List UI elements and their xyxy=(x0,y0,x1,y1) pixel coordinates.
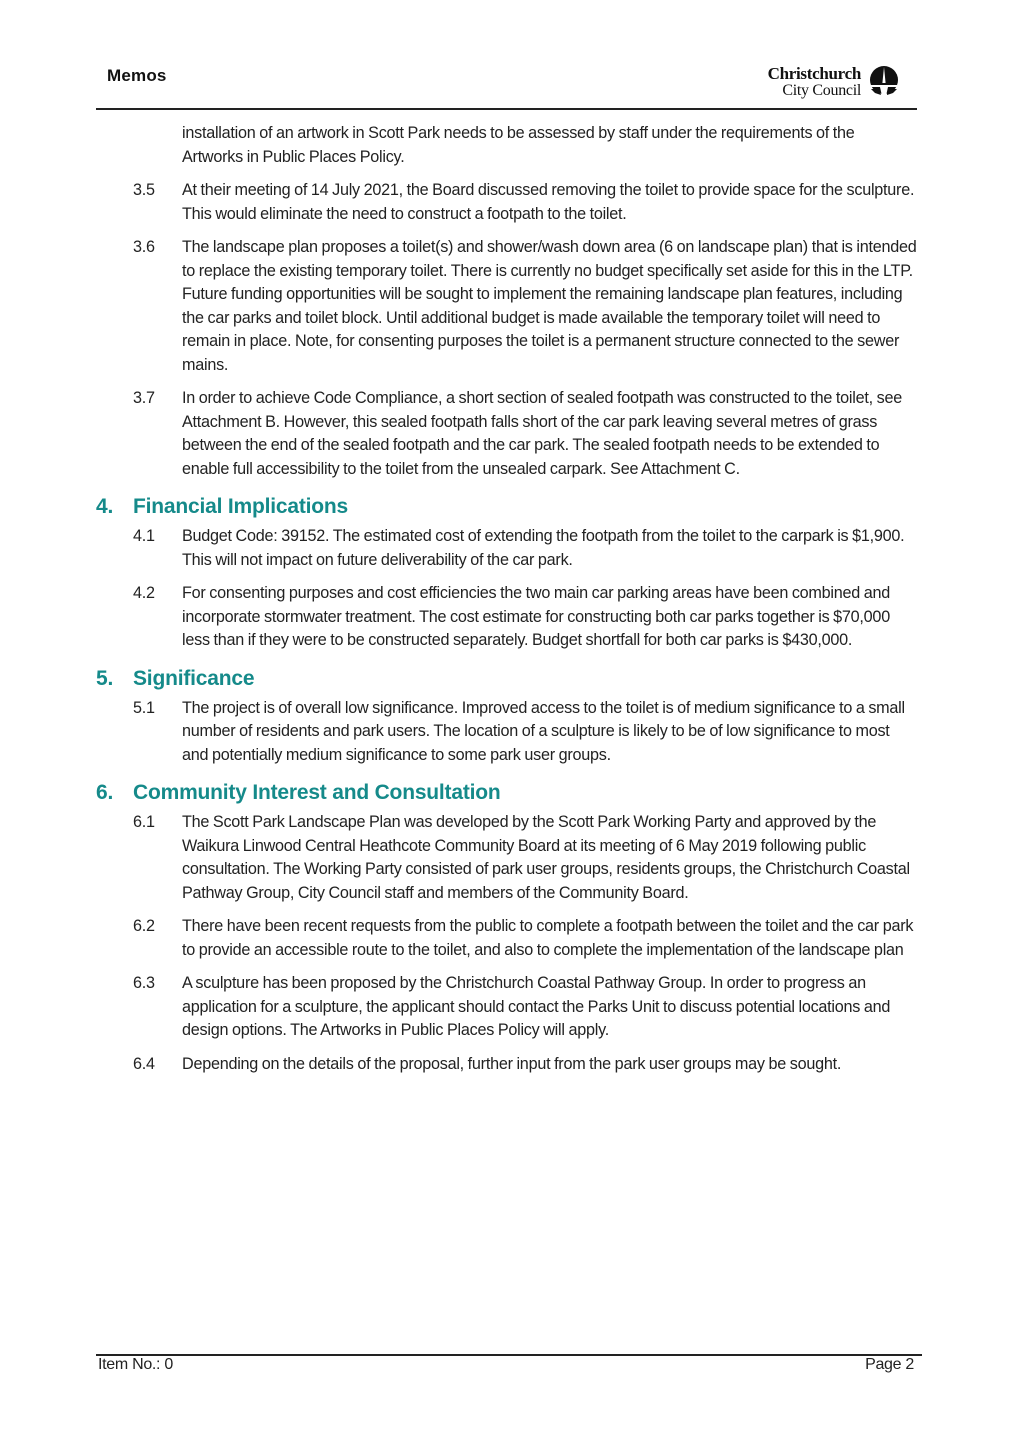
paragraph-6-4 xyxy=(96,1053,918,1077)
paragraph-3-6 xyxy=(96,236,918,377)
footer-divider xyxy=(96,1354,922,1356)
paragraph-number: 3.7 xyxy=(133,389,155,407)
paragraph-5-1 xyxy=(96,697,918,768)
section-heading-community-interest xyxy=(96,781,918,805)
paragraph-text: In order to achieve Code Compliance, a short section of sealed footpath was constructed to the toilet, see Attachment B. However, this sealed footpath falls short of the car park leaving several metres of grass between the end of the sealed footpath and the car park. The sealed footpath needs to be extended to enable full accessibility to the toilet from the unsealed carpark. See Attachment C. xyxy=(182,389,902,478)
paragraph-6-1 xyxy=(96,811,918,905)
section-title: Significance xyxy=(133,666,255,690)
paragraph-text: At their meeting of 14 July 2021, the Board discussed removing the toilet to provide space for the sculpture. This would eliminate the need to construct a footpath to the toilet. xyxy=(182,181,915,223)
paragraph-6-3 xyxy=(96,972,918,1043)
paragraph-4-2 xyxy=(96,582,918,653)
paragraph-text: Depending on the details of the proposal, further input from the park user groups may be sought. xyxy=(182,1054,842,1073)
logo-line2: City Council xyxy=(782,82,861,99)
paragraph-text: The Scott Park Landscape Plan was developed by the Scott Park Working Party and approved by the Waikura Linwood Central Heathcote Community Board at its meeting of 6 May 2019 following public consultation. The Working Party consisted of park user groups, residents groups, the Christchurch Coastal Pathway Group, City Council staff and members of the Community Board. xyxy=(182,813,910,902)
paragraph-number: 3.5 xyxy=(133,181,155,199)
paragraph-number: 6.3 xyxy=(133,974,155,992)
paragraph-number: 6.4 xyxy=(133,1054,155,1073)
paragraph-number: 6.2 xyxy=(133,917,155,935)
paragraph-number: 3.6 xyxy=(133,238,155,256)
section-number: 6. xyxy=(96,781,114,804)
section-number: 4. xyxy=(96,495,114,518)
paragraph-3-7 xyxy=(96,387,918,481)
section-title: Financial Implications xyxy=(133,495,348,518)
council-logo xyxy=(768,62,901,102)
paragraph-number: 4.2 xyxy=(133,584,155,602)
section-number: 5. xyxy=(96,666,114,690)
paragraph-number: 6.1 xyxy=(133,813,155,831)
paragraph-text: A sculpture has been proposed by the Christchurch Coastal Pathway Group. In order to progress an application for a sculpture, the applicant should contact the Parks Unit to discuss potential locations and design options. The Artworks in Public Places Policy will apply. xyxy=(182,974,891,1039)
header-divider xyxy=(96,108,917,110)
paragraph-text: There have been recent requests from the public to complete a footpath between the toilet and the car park to provide an accessible route to the toilet, and also to complete the implementation of the landscape plan xyxy=(182,917,914,959)
section-title: Community Interest and Consultation xyxy=(133,781,501,804)
section-heading-financial-implications xyxy=(96,495,918,519)
paragraph-6-2 xyxy=(96,915,918,962)
footer-page-number: Page 2 xyxy=(865,1356,914,1373)
paragraph-text: The project is of overall low significance. Improved access to the toilet is of medium significance to a small number of residents and park users. The location of a sculpture is likely to be of low significance to most and potentially medium significance to some park user groups. xyxy=(182,698,905,764)
continued-paragraph: installation of an artwork in Scott Park needs to be assessed by staff under the requirements of the Artworks in Public Places Policy. xyxy=(182,124,855,166)
paragraph-3-5 xyxy=(96,179,918,226)
paragraph-text: The landscape plan proposes a toilet(s) and shower/wash down area (6 on landscape plan) that is intended to replace the existing temporary toilet. There is currently no budget specifically set aside for this in the LTP. Future funding opportunities will be sought to implement the remaining landscape plan features, including the car parks and toilet block. Until additional budget is made available the temporary toilet will need to remain in place. Note, for consenting purposes the toilet is a permanent structure connected to the sewer mains. xyxy=(182,238,917,374)
logo-line1: Christchurch xyxy=(767,64,861,83)
section-3-paragraphs xyxy=(96,179,918,481)
memo-body xyxy=(96,122,918,1086)
paragraph-text: For consenting purposes and cost efficiencies the two main car parking areas have been combined and incorporate stormwater treatment. The cost estimate for constructing both car parks together is $70,000 less than if they were to be constructed separately. Budget shortfall for both car parks is $430,000. xyxy=(182,584,891,649)
header-title: Memos xyxy=(107,66,167,85)
section-heading-significance xyxy=(96,667,918,691)
page-header xyxy=(96,58,917,110)
paragraph-number: 4.1 xyxy=(133,527,155,545)
paragraph-4-1 xyxy=(96,525,918,572)
cathedral-spire-logo-icon xyxy=(867,65,901,99)
footer-item-number: Item No.: 0 xyxy=(98,1356,173,1373)
paragraph-text: Budget Code: 39152. The estimated cost of extending the footpath from the toilet to the carpark is $1,900. This will not impact on future deliverability of the car park. xyxy=(182,527,905,569)
paragraph-number: 5.1 xyxy=(133,698,155,717)
